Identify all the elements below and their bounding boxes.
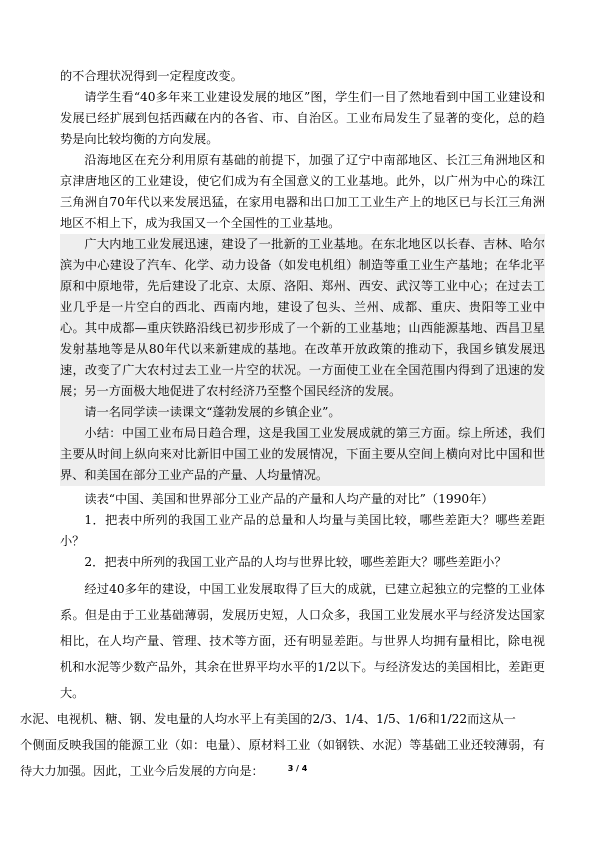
paragraph-reading-assignment: 请一名同学读一读课文“蓬勃发展的乡镇企业”。 xyxy=(60,402,545,423)
paragraph-continuation: 的不合理状况得到一定程度改变。 xyxy=(60,69,243,83)
paragraph-inland-regions: 广大内地工业发展迅速，建设了一批新的工业基地。在东北地区以长春、吉林、哈尔滨为中心建设了汽车、化学、动力设备（如发电机组）制造等重工业生产基地；在华北平原和中原地带，先后建设了北京、太原、洛阳、郑州、西安、武汉等工业中心；在过去工业几乎是一片空白的西北、西南内地，建设了包头、兰州、成都、重庆、贵阳等工业中心。其中成都—重庆铁路沿线已初步形成了一个新的工业基地；山西能源基地、西昌卫星发射基地等是从80年代以来新建成的基地。在改革开放政策的推动下，我国乡镇发展迅速，改变了广大农村过去工业一片空的状况。一方面使工业在全国范围内得到了迅速的发展；另一方面极大地促进了农村经济乃至整个国民经济的发展。 xyxy=(60,234,545,402)
paragraph-map-reading: 请学生看“40多年来工业建设发展的地区”图，学生们一目了然地看到中国工业建设和发展已经扩展到包括西藏在内的各省、市、自治区。工业布局发生了显著的变化，总的趋势是向比较均衡的方向发展。 xyxy=(60,90,545,146)
paragraph-coastal-regions: 沿海地区在充分利用原有基础的前提下，加强了辽宁中南部地区、长江三角洲地区和京津唐地区的工业建设，使它们成为有全国意义的工业基地。此外，以广州为中心的珠江三角洲自70年代以来发展迅猛，在家用电器和出口加工工业生产上的地区已与长江三角洲地区不相上下，成为我国又一个全国性的工业基地。 xyxy=(60,153,545,230)
paragraph-summary: 小结：中国工业布局日趋合理，这是我国工业发展成就的第三方面。综上所述，我们主要从时间上纵向来对比新旧中国工业的发展情况，下面主要从空间上横向对比中国和世界、和美国在部分工业产品的产量、人均量情况。 xyxy=(60,423,545,486)
paragraph-table-instruction: 读表“中国、美国和世界部分工业产品的产量和人均产量的对比”（1990年） xyxy=(84,492,494,506)
page-number: 3 / 4 xyxy=(287,764,308,773)
question-1: 1．把表中所列的我国工业产品的总量和人均量与美国比较，哪些差距大？哪些差距小？ xyxy=(60,513,545,548)
paragraph-achievements: 经过40多年的建设，中国工业发展取得了巨大的成就，已建立起独立的完整的工业体系。但是由于工业基础薄弱，发展历史短，人口众多，我国工业发展水平与经济发达国家相比，在人均产量、管理、技术等方面，还有明显差距。与世界人均拥有量相比，除电视机和水泥等少数产品外，其余在世界平均水平的1/2以下。与经济发达的美国相比，差距更大。 xyxy=(60,582,545,700)
paragraph-per-capita-comparison: 水泥、电视机、糖、钢、发电量的人均水平上有美国的2/3、1/4、1/5、1/6和1/22而这从一 xyxy=(20,712,516,726)
page-body xyxy=(20,66,545,784)
question-2: 2．把表中所列的我国工业产品的人均与世界比较，哪些差距大？哪些差距小？ xyxy=(84,555,507,569)
paragraph-development-direction: 个侧面反映我国的能源工业（如：电量）、原材料工业（如钢铁、水泥）等基础工业还较薄弱，有待大力加强。因此，工业今后发展的方向是： xyxy=(20,738,545,778)
